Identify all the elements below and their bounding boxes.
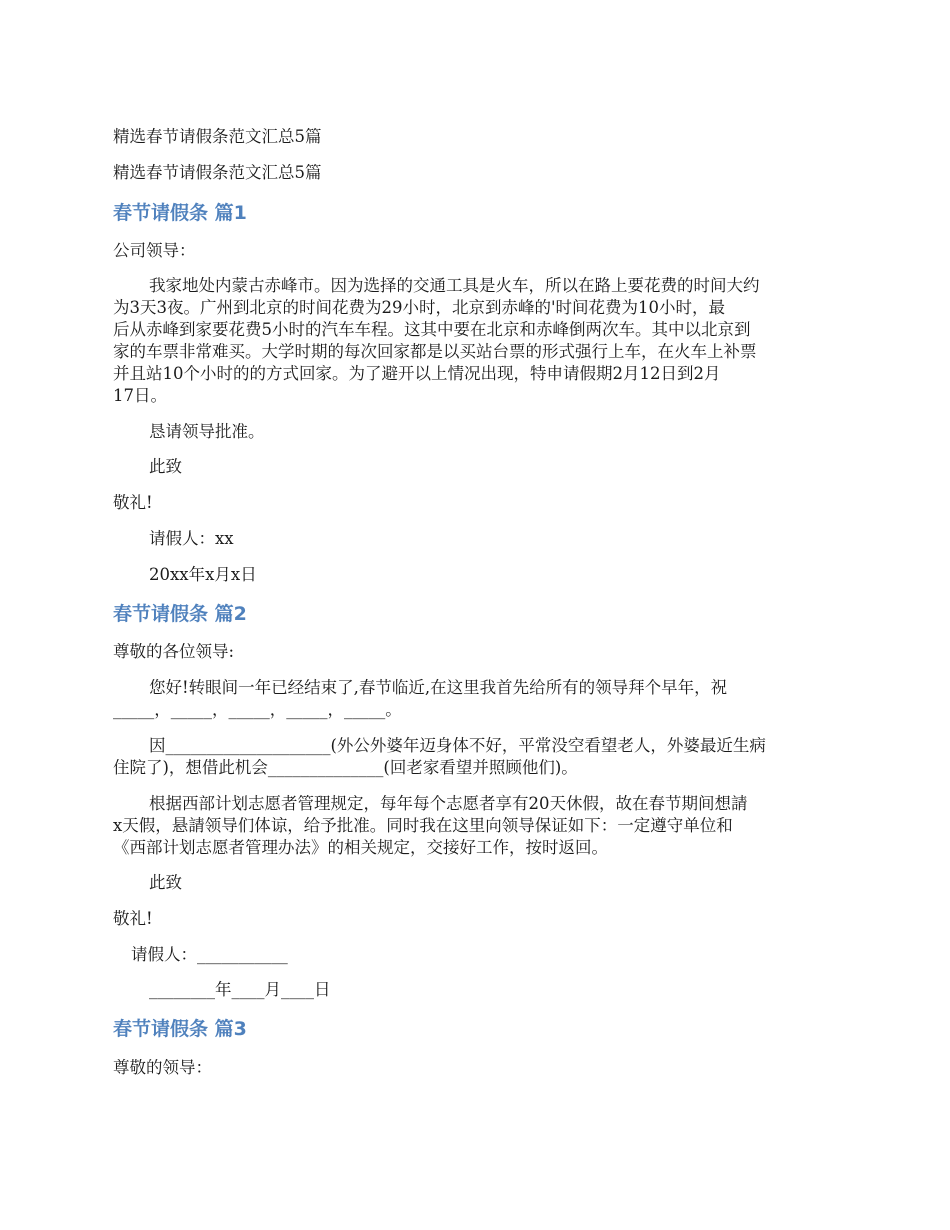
applicant-line: 请假人：___________ [131,945,288,964]
body-line: 为3天3夜。广州到北京的时间花费为29小时，北京到赤峰的'时间花费为10小时，最 [113,298,726,317]
salutation-1: 公司领导： [113,241,196,260]
body-line: 后从赤峰到家要花费5小时的汽车车程。这其中要在北京和赤峰倒两次车。其中以北京到 [113,320,751,339]
date-line: ________年____月____日 [149,980,331,999]
body-line: 我家地处内蒙古赤峰市。因为选择的交通工具是火车，所以在路上要花费的时间大约 [149,276,760,295]
body-line: 家的车票非常难买。大学时期的每次回家都是以买站台票的形式强行上车，在火车上补票 [113,342,757,361]
body-line: 并且站10个小时的的方式回家。为了避开以上情况出现，特申请假期2月12日到2月 [113,364,721,383]
rule-line: x天假，悬請领导们体谅，给予批准。同时我在这里向领导保证如下：一定遵守单位和 [113,816,733,835]
regards-line: 敬礼! [113,909,153,928]
rule-line: 根据西部计划志愿者管理规定，每年每个志愿者享有20天休假，故在春节期间想請 [149,794,748,813]
body-line: 17日。 [113,386,167,405]
section-heading-2: 春节请假条 篇2 [113,603,247,625]
closing-line: 此致 [149,873,182,892]
applicant-line: 请假人：xx [149,529,234,548]
date-line: 20xx年x月x日 [149,565,257,584]
section-heading-1: 春节请假条 篇1 [113,202,247,224]
reason-line: 因____________________(外公外婆年迈身体不好，平常没空看望老人，外婆最近生病 [149,736,766,755]
greeting-line: _____，_____，_____，_____，_____。 [113,700,402,719]
rule-line: 《西部计划志愿者管理办法》的相关规定，交接好工作，按时返回。 [113,838,608,857]
document-title: 精选春节请假条范文汇总5篇 [113,127,322,146]
greeting-line: 您好!转眼间一年已经结束了,春节临近,在这里我首先给所有的领导拜个早年，祝 [149,678,728,697]
salutation-3: 尊敬的领导： [113,1058,212,1077]
section-heading-3: 春节请假条 篇3 [113,1018,247,1040]
reason-line: 住院了)，想借此机会______________(回老家看望并照顾他们)。 [113,758,578,777]
request-line: 恳请领导批准。 [149,422,265,441]
regards-line: 敬礼! [113,493,153,512]
document-subtitle: 精选春节请假条范文汇总5篇 [113,163,322,182]
closing-line: 此致 [149,457,182,476]
salutation-2: 尊敬的各位领导: [113,642,235,661]
